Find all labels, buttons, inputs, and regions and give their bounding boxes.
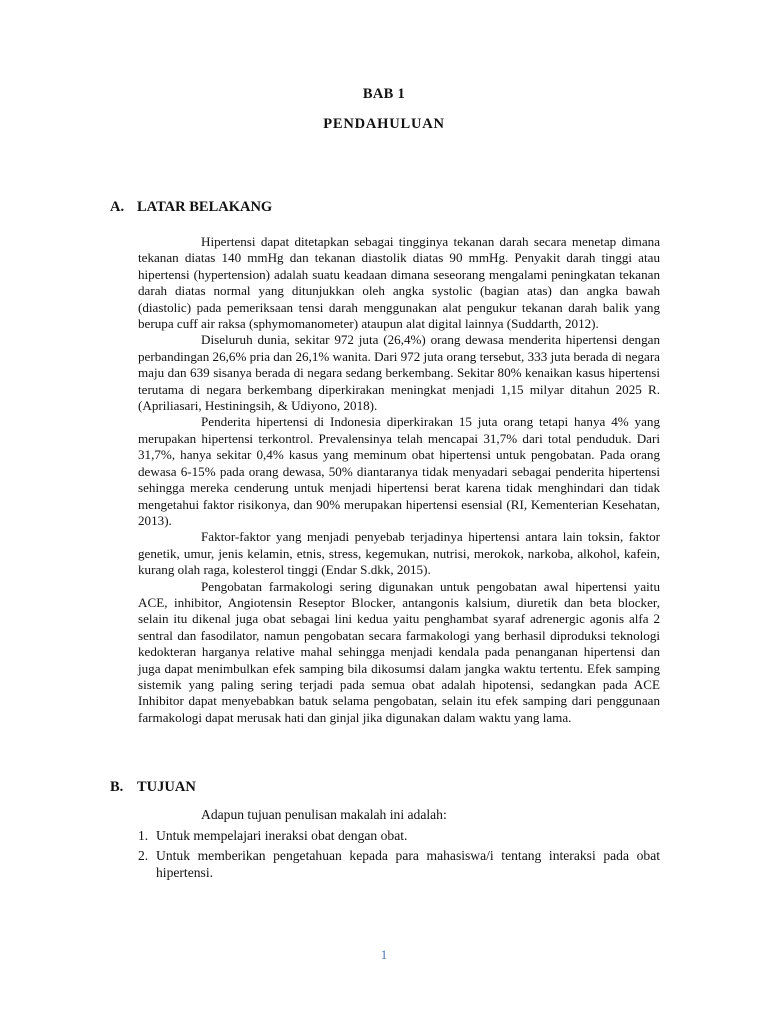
paragraph: Hipertensi dapat ditetapkan sebagai tingginya tekanan darah secara menetap dimana tekanan diatas 140 mmHg dan tekanan diastolik diatas 90 mmHg. Penyakit darah tinggi atau hipertensi (hypertension) adalah suatu keadaan dimana seseorang mengalami peningkatan tekanan darah diatas normal yang ditunjukkan oleh angka systolic (bagian atas) dan angka bawah (diastolic) pada pemeriksaan tensi darah menggunakan alat pengukur tekanan darah balik yang berupa cuff air raksa (sphymomanometer) ataupun alat digital lainnya (Suddarth, 2012). (138, 234, 660, 332)
section-body (138, 806, 660, 881)
chapter-title: PENDAHULUAN (323, 116, 445, 132)
section-letter: A. (110, 199, 125, 215)
list-number: 1. (138, 828, 149, 843)
paragraph: Faktor-faktor yang menjadi penyebab terjadinya hipertensi antara lain toksin, faktor genetik, umur, jenis kelamin, etnis, stress, kegemukan, nutrisi, merokok, narkoba, alkohol, kafein, kurang olah raga, kolesterol tinggi (Endar S.dkk, 2015). (138, 529, 660, 578)
section-heading-text: TUJUAN (137, 779, 196, 795)
list-text: Untuk mempelajari ineraksi obat dengan obat. (156, 828, 408, 843)
list-number: 2. (138, 848, 149, 863)
page-number: 1 (380, 947, 388, 962)
paragraph: Pengobatan farmakologi sering digunakan untuk pengobatan awal hipertensi yaitu ACE, inhibitor, Angiotensin Reseptor Blocker, antangonis kalsium, diuretik dan beta blocker, selain itu dikenal juga obat sebagai lini kedua yaitu penghambat syaraf adrenergic agonis alfa 2 sentral dan fasodilator, namun pengobatan secara farmakologi yang berhasil diproduksi teknologi kedokteran harganya relative mahal sehingga menjadi kendala pada penanganan hipertensi dan juga dapat menimbulkan efek samping bila dikosumsi dalam jangka waktu tertentu. Efek samping sistemik yang paling sering terjadi pada semua obat adalah hipotensi, sedangkan pada ACE Inhibitor dapat menyebabkan batuk selama pengobatan, selain itu efek samping dari penggunaan farmakologi dapat merusak hati dan ginjal jika digunakan dalam waktu yang lama. (138, 578, 660, 725)
section-body (138, 234, 660, 726)
paragraph: Diseluruh dunia, sekitar 972 juta (26,4%) orang dewasa menderita hipertensi dengan perbandingan 26,6% pria dan 26,1% wanita. Dari 972 juta orang tersebut, 333 juta berada di negara maju dan 639 sisanya berada di negara sedang berkembang. Sekitar 80% kenaikan kasus hipertensi terutama di negara berkembang diperkirakan meningkat menjadi 1,15 milyar ditahun 2025 R. (Apriliasari, Hestiningsih, & Udiyono, 2018). (138, 332, 660, 414)
list-text: Untuk memberikan pengetahuan kepada para mahasiswa/i tentang interaksi pada obat hipertensi. (156, 848, 660, 880)
section-latar-belakang (110, 196, 660, 726)
paragraph: Penderita hipertensi di Indonesia diperkirakan 15 juta orang tetapi hanya 4% yang merupakan hipertensi terkontrol. Prevalensinya telah mencapai 31,7% dari total penduduk. Dari 31,7%, hanya sekitar 0,4% kasus yang meminum obat hipertensi untuk pengobatan. Pada orang dewasa 6-15% pada orang dewasa, 50% diantaranya tidak menyadari sebagai penderita hipertensi sehingga mereka cenderung untuk menjadi hipertensi berat karena tidak menghindari dan tidak mengetahui faktor risikonya, dan 90% merupakan hipertensi esensial (RI, Kementerian Kesehatan, 2013). (138, 414, 660, 528)
list-item (138, 827, 660, 844)
section-letter: B. (110, 779, 124, 795)
list-item (138, 847, 660, 881)
objective-list (138, 827, 660, 881)
chapter-label: BAB 1 (362, 86, 406, 102)
section-heading (110, 776, 660, 798)
section-heading (110, 196, 660, 218)
section-tujuan (110, 776, 660, 884)
section-heading-text: LATAR BELAKANG (137, 199, 273, 215)
intro-text: Adapun tujuan penulisan makalah ini adalah: (201, 807, 447, 822)
